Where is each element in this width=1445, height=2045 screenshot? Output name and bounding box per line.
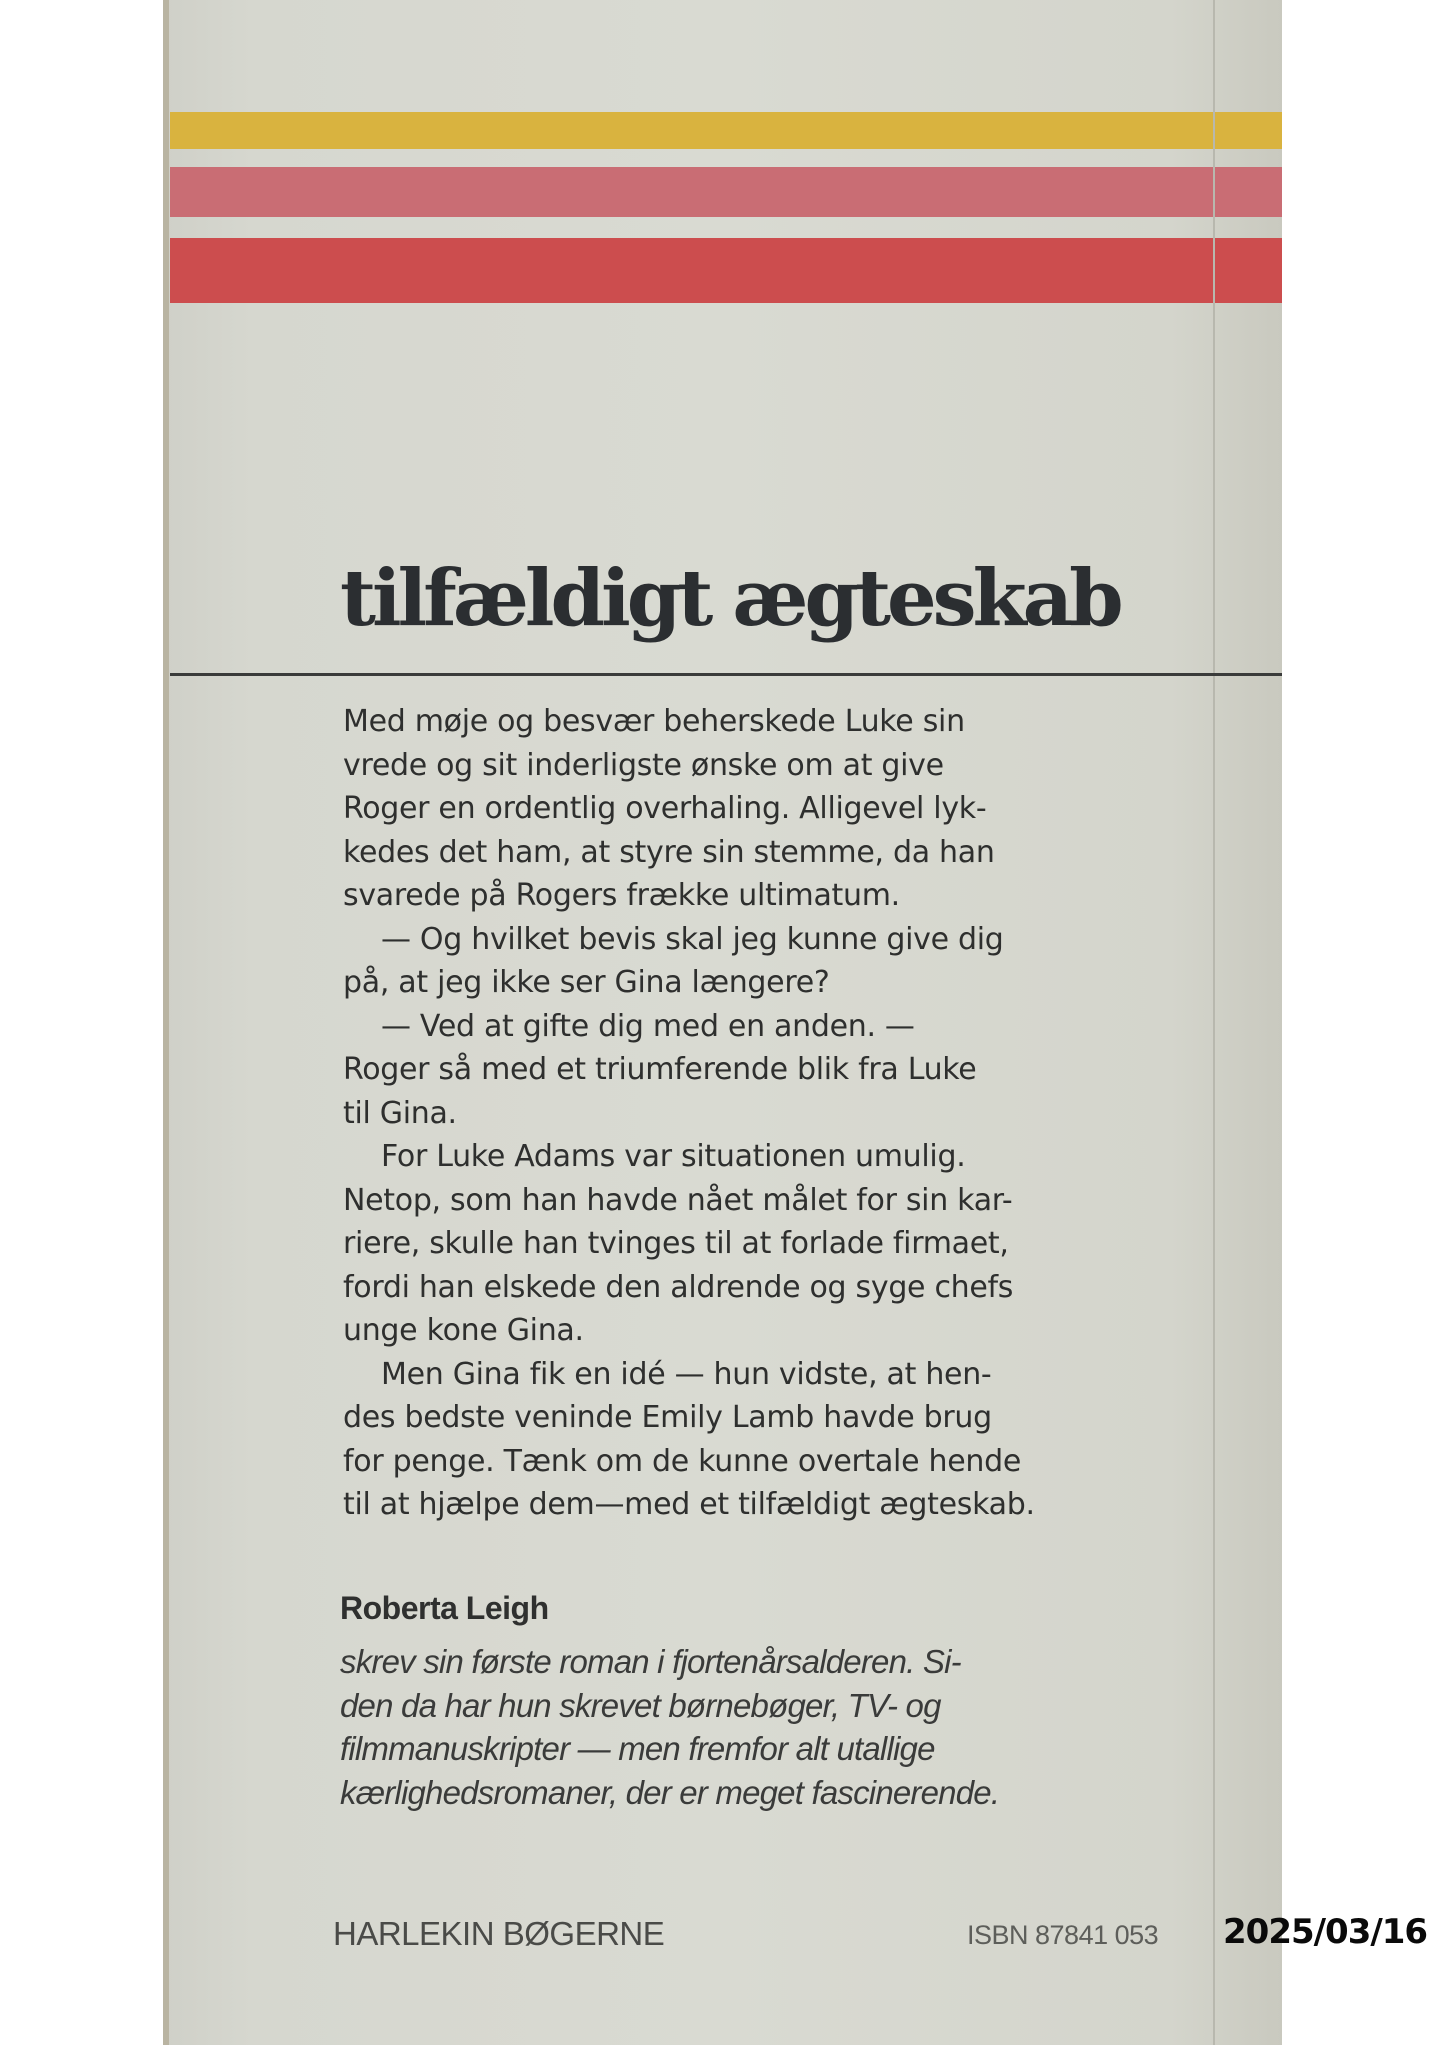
author-bio-line: den da har hun skrevet børnebøger, TV- og [340, 1686, 941, 1724]
blurb-line: — Og hvilket bevis skal jeg kunne give dig [381, 921, 1004, 957]
author-bio-line: filmmanuskripter — men fremfor alt utallige [340, 1730, 935, 1767]
blurb-line: Roger så med et triumferende blik fra Luke [343, 1052, 977, 1087]
spine-fold-line [1213, 0, 1215, 2045]
blurb-line: Med møje og besvær beherskede Luke sin [343, 704, 965, 739]
blurb-line: til at hjælpe dem—med et tilfældigt ægteskab. [343, 1487, 1035, 1522]
author-name: Roberta Leigh [340, 1590, 549, 1626]
blurb-line: riere, skulle han tvinges til at forlade firmaet, [343, 1226, 1009, 1261]
blurb-line: unge kone Gina. [343, 1313, 584, 1348]
title-divider [170, 673, 1282, 676]
blurb [343, 700, 1173, 1527]
blurb-line: kedes det ham, at styre sin stemme, da han [343, 834, 995, 870]
blurb-line: — Ved at gifte dig med en anden. — [381, 1008, 915, 1044]
blurb-line: vrede og sit inderligste ønske om at give [343, 747, 944, 783]
publisher-name: HARLEKIN BØGERNE [333, 1915, 665, 1952]
blurb-line: des bedste veninde Emily Lamb havde brug [343, 1400, 992, 1435]
blurb-line: for penge. Tænk om de kunne overtale hende [343, 1443, 1021, 1479]
blurb-line: For Luke Adams var situationen umulig. [381, 1139, 966, 1174]
blurb-line: til Gina. [343, 1095, 457, 1131]
blurb-line: fordi han elskede den aldrende og syge chefs [343, 1269, 1014, 1305]
blurb-line: svarede på Rogers frække ultimatum. [343, 878, 900, 913]
date-stamp: 2025/03/16 [1223, 1912, 1428, 1952]
blurb-line: Netop, som han havde nået målet for sin kar- [343, 1182, 1013, 1218]
yellow-stripe [170, 112, 1282, 149]
blurb-line: Roger en ordentlig overhaling. Alligevel lyk- [343, 791, 987, 826]
author-bio-line: kærlighedsromaner, der er meget fascinerende. [340, 1773, 1000, 1811]
book-title: tilfældigt ægteskab [340, 553, 1120, 644]
blurb-line: Men Gina fik en idé — hun vidste, at hen- [381, 1356, 992, 1392]
author-bio [340, 1640, 1180, 1814]
cover-left-edge [163, 0, 169, 2045]
pink-stripe [170, 167, 1282, 217]
isbn-number: ISBN 87841 053 [967, 1920, 1159, 1950]
red-stripe [170, 238, 1282, 303]
author-bio-line: skrev sin første roman i fjortenårsalderen. Si- [340, 1643, 961, 1680]
blurb-line: på, at jeg ikke ser Gina længere? [343, 965, 830, 1000]
